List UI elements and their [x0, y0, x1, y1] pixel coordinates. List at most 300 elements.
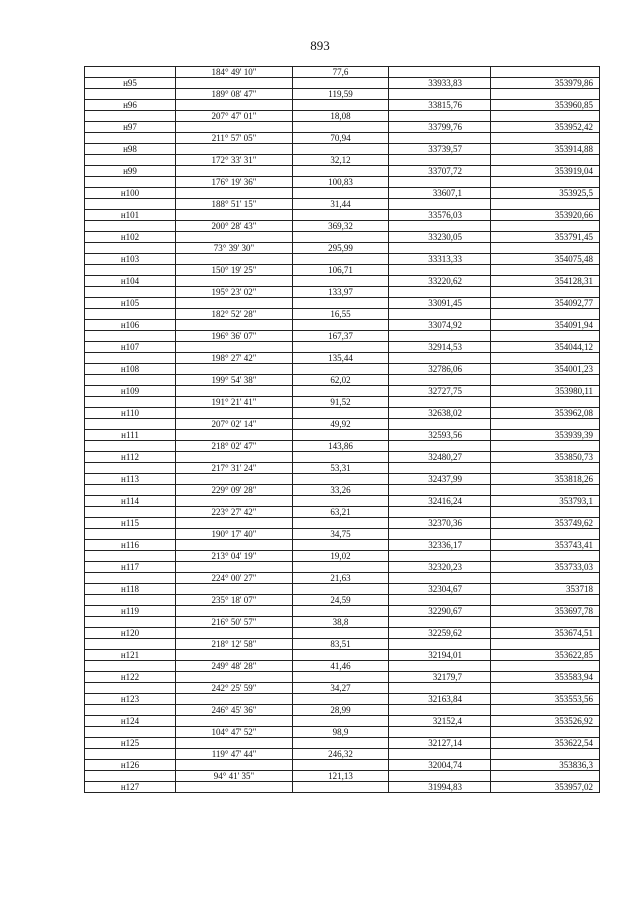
segment-length-cell: 49,92 — [293, 419, 389, 430]
x-coordinate-cell — [389, 749, 491, 760]
segment-row — [85, 485, 600, 496]
y-coordinate-cell: 353939,39 — [491, 430, 600, 441]
y-coordinate-cell: 353674,51 — [491, 628, 600, 639]
point-name-cell: н101 — [85, 210, 176, 221]
y-coordinate-cell: 354092,77 — [491, 298, 600, 309]
y-coordinate-cell — [491, 397, 600, 408]
y-coordinate-cell: 353743,41 — [491, 540, 600, 551]
x-coordinate-cell — [389, 595, 491, 606]
direction-angle-cell: 213° 04' 19" — [176, 551, 293, 562]
direction-angle-cell: 195° 23' 02" — [176, 287, 293, 298]
point-row — [85, 188, 600, 199]
direction-angle-cell: 207° 02' 14" — [176, 419, 293, 430]
segment-length-cell — [293, 122, 389, 133]
direction-angle-cell: 191° 21' 41" — [176, 397, 293, 408]
point-name-cell: н102 — [85, 232, 176, 243]
boundary-coordinates-table — [84, 66, 600, 793]
x-coordinate-cell — [389, 617, 491, 628]
segment-row — [85, 243, 600, 254]
segment-length-cell: 77,6 — [293, 67, 389, 78]
x-coordinate-cell — [389, 705, 491, 716]
x-coordinate-cell: 32179,7 — [389, 672, 491, 683]
x-coordinate-cell — [389, 243, 491, 254]
x-coordinate-cell — [389, 639, 491, 650]
point-name-cell: н123 — [85, 694, 176, 705]
x-coordinate-cell: 32727,75 — [389, 386, 491, 397]
y-coordinate-cell: 354091,94 — [491, 320, 600, 331]
x-coordinate-cell — [389, 485, 491, 496]
segment-row — [85, 133, 600, 144]
y-coordinate-cell — [491, 221, 600, 232]
point-row — [85, 716, 600, 727]
y-coordinate-cell: 353553,56 — [491, 694, 600, 705]
direction-angle-cell — [176, 650, 293, 661]
point-name-cell: н126 — [85, 760, 176, 771]
point-name-cell — [85, 771, 176, 782]
segment-length-cell: 121,13 — [293, 771, 389, 782]
direction-angle-cell — [176, 342, 293, 353]
x-coordinate-cell — [389, 67, 491, 78]
point-row — [85, 694, 600, 705]
direction-angle-cell: 242° 25' 59" — [176, 683, 293, 694]
segment-length-cell — [293, 738, 389, 749]
segment-length-cell — [293, 100, 389, 111]
y-coordinate-cell: 353979,86 — [491, 78, 600, 89]
direction-angle-cell: 249° 48' 28" — [176, 661, 293, 672]
point-row — [85, 496, 600, 507]
segment-row — [85, 529, 600, 540]
point-name-cell: н108 — [85, 364, 176, 375]
segment-row — [85, 397, 600, 408]
point-name-cell: н107 — [85, 342, 176, 353]
x-coordinate-cell: 33933,83 — [389, 78, 491, 89]
direction-angle-cell — [176, 760, 293, 771]
x-coordinate-cell: 32786,06 — [389, 364, 491, 375]
segment-length-cell — [293, 144, 389, 155]
point-name-cell: н119 — [85, 606, 176, 617]
x-coordinate-cell: 32320,23 — [389, 562, 491, 573]
point-name-cell: н103 — [85, 254, 176, 265]
y-coordinate-cell: 353718 — [491, 584, 600, 595]
direction-angle-cell: 246° 45' 36" — [176, 705, 293, 716]
direction-angle-cell: 211° 57' 05" — [176, 133, 293, 144]
segment-length-cell: 16,55 — [293, 309, 389, 320]
segment-row — [85, 67, 600, 78]
segment-length-cell — [293, 78, 389, 89]
point-name-cell: н122 — [85, 672, 176, 683]
y-coordinate-cell: 353583,94 — [491, 672, 600, 683]
y-coordinate-cell — [491, 661, 600, 672]
y-coordinate-cell: 354075,48 — [491, 254, 600, 265]
segment-length-cell — [293, 606, 389, 617]
direction-angle-cell — [176, 496, 293, 507]
segment-length-cell — [293, 166, 389, 177]
x-coordinate-cell: 33313,33 — [389, 254, 491, 265]
x-coordinate-cell — [389, 771, 491, 782]
direction-angle-cell — [176, 452, 293, 463]
x-coordinate-cell: 33607,1 — [389, 188, 491, 199]
point-name-cell: н109 — [85, 386, 176, 397]
segment-length-cell: 119,59 — [293, 89, 389, 100]
point-row — [85, 298, 600, 309]
point-name-cell — [85, 573, 176, 584]
y-coordinate-cell — [491, 573, 600, 584]
x-coordinate-cell — [389, 177, 491, 188]
y-coordinate-cell: 353962,08 — [491, 408, 600, 419]
point-name-cell — [85, 133, 176, 144]
x-coordinate-cell: 33739,57 — [389, 144, 491, 155]
y-coordinate-cell — [491, 177, 600, 188]
direction-angle-cell — [176, 606, 293, 617]
direction-angle-cell: 176° 19' 36" — [176, 177, 293, 188]
y-coordinate-cell: 354001,23 — [491, 364, 600, 375]
x-coordinate-cell — [389, 573, 491, 584]
segment-length-cell: 63,21 — [293, 507, 389, 518]
y-coordinate-cell: 353622,54 — [491, 738, 600, 749]
segment-length-cell: 33,26 — [293, 485, 389, 496]
y-coordinate-cell — [491, 199, 600, 210]
point-name-cell: н117 — [85, 562, 176, 573]
point-row — [85, 650, 600, 661]
y-coordinate-cell — [491, 639, 600, 650]
direction-angle-cell: 229° 09' 28" — [176, 485, 293, 496]
segment-row — [85, 375, 600, 386]
x-coordinate-cell: 33220,62 — [389, 276, 491, 287]
point-row — [85, 540, 600, 551]
point-row — [85, 276, 600, 287]
point-row — [85, 782, 600, 793]
y-coordinate-cell: 353836,3 — [491, 760, 600, 771]
x-coordinate-cell — [389, 397, 491, 408]
x-coordinate-cell: 32437,99 — [389, 474, 491, 485]
point-row — [85, 474, 600, 485]
point-name-cell: н97 — [85, 122, 176, 133]
x-coordinate-cell: 32638,02 — [389, 408, 491, 419]
point-name-cell: н111 — [85, 430, 176, 441]
x-coordinate-cell — [389, 199, 491, 210]
x-coordinate-cell — [389, 133, 491, 144]
segment-length-cell — [293, 210, 389, 221]
direction-angle-cell — [176, 518, 293, 529]
x-coordinate-cell — [389, 353, 491, 364]
direction-angle-cell — [176, 276, 293, 287]
x-coordinate-cell: 32480,27 — [389, 452, 491, 463]
direction-angle-cell: 73° 39' 30" — [176, 243, 293, 254]
point-row — [85, 320, 600, 331]
point-row — [85, 584, 600, 595]
segment-row — [85, 309, 600, 320]
y-coordinate-cell: 353850,73 — [491, 452, 600, 463]
direction-angle-cell: 200° 28' 43" — [176, 221, 293, 232]
direction-angle-cell — [176, 430, 293, 441]
x-coordinate-cell — [389, 507, 491, 518]
segment-length-cell: 34,75 — [293, 529, 389, 540]
segment-length-cell: 135,44 — [293, 353, 389, 364]
direction-angle-cell: 104° 47' 52" — [176, 727, 293, 738]
segment-length-cell: 70,94 — [293, 133, 389, 144]
point-name-cell: н98 — [85, 144, 176, 155]
y-coordinate-cell: 353697,78 — [491, 606, 600, 617]
y-coordinate-cell — [491, 133, 600, 144]
direction-angle-cell — [176, 672, 293, 683]
segment-length-cell: 246,32 — [293, 749, 389, 760]
x-coordinate-cell: 31994,83 — [389, 782, 491, 793]
y-coordinate-cell — [491, 89, 600, 100]
point-name-cell: н125 — [85, 738, 176, 749]
segment-length-cell: 34,27 — [293, 683, 389, 694]
segment-length-cell — [293, 232, 389, 243]
point-row — [85, 342, 600, 353]
direction-angle-cell — [176, 320, 293, 331]
direction-angle-cell — [176, 232, 293, 243]
point-row — [85, 232, 600, 243]
direction-angle-cell — [176, 584, 293, 595]
point-name-cell: н115 — [85, 518, 176, 529]
y-coordinate-cell — [491, 771, 600, 782]
segment-length-cell — [293, 628, 389, 639]
point-row — [85, 78, 600, 89]
x-coordinate-cell: 32127,14 — [389, 738, 491, 749]
direction-angle-cell — [176, 100, 293, 111]
segment-length-cell — [293, 276, 389, 287]
x-coordinate-cell — [389, 89, 491, 100]
x-coordinate-cell: 33799,76 — [389, 122, 491, 133]
point-name-cell: н104 — [85, 276, 176, 287]
point-row — [85, 364, 600, 375]
y-coordinate-cell — [491, 705, 600, 716]
y-coordinate-cell: 353733,03 — [491, 562, 600, 573]
segment-length-cell — [293, 298, 389, 309]
segment-length-cell: 38,8 — [293, 617, 389, 628]
segment-length-cell: 100,83 — [293, 177, 389, 188]
point-name-cell — [85, 331, 176, 342]
direction-angle-cell — [176, 122, 293, 133]
x-coordinate-cell: 33707,72 — [389, 166, 491, 177]
point-name-cell — [85, 661, 176, 672]
direction-angle-cell — [176, 738, 293, 749]
segment-length-cell: 143,86 — [293, 441, 389, 452]
segment-length-cell — [293, 760, 389, 771]
y-coordinate-cell — [491, 419, 600, 430]
segment-row — [85, 771, 600, 782]
x-coordinate-cell: 33230,05 — [389, 232, 491, 243]
segment-length-cell — [293, 694, 389, 705]
segment-length-cell: 32,12 — [293, 155, 389, 166]
segment-row — [85, 89, 600, 100]
segment-length-cell — [293, 672, 389, 683]
direction-angle-cell: 182° 52' 28" — [176, 309, 293, 320]
direction-angle-cell: 216° 50' 57" — [176, 617, 293, 628]
segment-length-cell — [293, 254, 389, 265]
segment-length-cell: 41,46 — [293, 661, 389, 672]
point-name-cell — [85, 243, 176, 254]
point-name-cell — [85, 727, 176, 738]
point-row — [85, 606, 600, 617]
point-row — [85, 166, 600, 177]
point-row — [85, 628, 600, 639]
x-coordinate-cell — [389, 111, 491, 122]
point-name-cell: н114 — [85, 496, 176, 507]
segment-row — [85, 221, 600, 232]
point-name-cell — [85, 221, 176, 232]
direction-angle-cell — [176, 298, 293, 309]
point-row — [85, 122, 600, 133]
y-coordinate-cell — [491, 309, 600, 320]
direction-angle-cell — [176, 694, 293, 705]
y-coordinate-cell — [491, 331, 600, 342]
segment-row — [85, 573, 600, 584]
segment-length-cell — [293, 716, 389, 727]
direction-angle-cell: 119° 47' 44" — [176, 749, 293, 760]
segment-length-cell: 18,08 — [293, 111, 389, 122]
segment-row — [85, 265, 600, 276]
point-row — [85, 738, 600, 749]
point-name-cell — [85, 111, 176, 122]
y-coordinate-cell: 353925,5 — [491, 188, 600, 199]
point-row — [85, 430, 600, 441]
segment-row — [85, 155, 600, 166]
segment-length-cell — [293, 584, 389, 595]
point-name-cell — [85, 155, 176, 166]
direction-angle-cell — [176, 386, 293, 397]
table-body — [85, 67, 600, 793]
direction-angle-cell — [176, 144, 293, 155]
y-coordinate-cell: 353818,26 — [491, 474, 600, 485]
direction-angle-cell — [176, 716, 293, 727]
y-coordinate-cell: 353793,1 — [491, 496, 600, 507]
direction-angle-cell — [176, 562, 293, 573]
point-name-cell — [85, 199, 176, 210]
direction-angle-cell — [176, 210, 293, 221]
segment-row — [85, 595, 600, 606]
point-name-cell — [85, 265, 176, 276]
segment-length-cell: 31,44 — [293, 199, 389, 210]
y-coordinate-cell: 354044,12 — [491, 342, 600, 353]
segment-row — [85, 749, 600, 760]
direction-angle-cell: 223° 27' 42" — [176, 507, 293, 518]
point-name-cell — [85, 177, 176, 188]
point-name-cell: н105 — [85, 298, 176, 309]
segment-row — [85, 441, 600, 452]
point-name-cell: н118 — [85, 584, 176, 595]
segment-row — [85, 507, 600, 518]
point-name-cell — [85, 507, 176, 518]
y-coordinate-cell — [491, 551, 600, 562]
point-name-cell — [85, 617, 176, 628]
point-row — [85, 254, 600, 265]
segment-length-cell — [293, 188, 389, 199]
segment-length-cell: 91,52 — [293, 397, 389, 408]
direction-angle-cell — [176, 188, 293, 199]
direction-angle-cell: 189° 08' 47" — [176, 89, 293, 100]
y-coordinate-cell: 353526,92 — [491, 716, 600, 727]
point-name-cell — [85, 287, 176, 298]
segment-length-cell — [293, 540, 389, 551]
segment-length-cell — [293, 452, 389, 463]
point-name-cell: н95 — [85, 78, 176, 89]
y-coordinate-cell — [491, 595, 600, 606]
point-name-cell — [85, 683, 176, 694]
segment-row — [85, 463, 600, 474]
x-coordinate-cell — [389, 419, 491, 430]
direction-angle-cell: 198° 27' 42" — [176, 353, 293, 364]
segment-row — [85, 287, 600, 298]
point-name-cell — [85, 353, 176, 364]
point-row — [85, 672, 600, 683]
y-coordinate-cell — [491, 529, 600, 540]
segment-row — [85, 331, 600, 342]
point-name-cell: н110 — [85, 408, 176, 419]
segment-length-cell: 83,51 — [293, 639, 389, 650]
point-name-cell — [85, 419, 176, 430]
direction-angle-cell: 217° 31' 24" — [176, 463, 293, 474]
y-coordinate-cell — [491, 749, 600, 760]
point-name-cell: н99 — [85, 166, 176, 177]
segment-length-cell — [293, 430, 389, 441]
x-coordinate-cell: 33815,76 — [389, 100, 491, 111]
x-coordinate-cell: 33091,45 — [389, 298, 491, 309]
y-coordinate-cell — [491, 155, 600, 166]
point-name-cell: н106 — [85, 320, 176, 331]
segment-row — [85, 111, 600, 122]
segment-length-cell — [293, 408, 389, 419]
segment-length-cell — [293, 342, 389, 353]
y-coordinate-cell — [491, 507, 600, 518]
segment-row — [85, 683, 600, 694]
y-coordinate-cell: 353952,42 — [491, 122, 600, 133]
x-coordinate-cell — [389, 661, 491, 672]
x-coordinate-cell — [389, 441, 491, 452]
y-coordinate-cell — [491, 287, 600, 298]
point-row — [85, 452, 600, 463]
segment-length-cell: 28,99 — [293, 705, 389, 716]
direction-angle-cell: 218° 12' 58" — [176, 639, 293, 650]
y-coordinate-cell — [491, 441, 600, 452]
point-name-cell — [85, 551, 176, 562]
segment-length-cell — [293, 782, 389, 793]
segment-length-cell — [293, 364, 389, 375]
y-coordinate-cell — [491, 727, 600, 738]
direction-angle-cell: 196° 36' 07" — [176, 331, 293, 342]
x-coordinate-cell: 32259,62 — [389, 628, 491, 639]
x-coordinate-cell — [389, 287, 491, 298]
x-coordinate-cell — [389, 529, 491, 540]
y-coordinate-cell: 353980,11 — [491, 386, 600, 397]
point-row — [85, 100, 600, 111]
point-name-cell: н116 — [85, 540, 176, 551]
y-coordinate-cell: 353919,04 — [491, 166, 600, 177]
x-coordinate-cell — [389, 265, 491, 276]
x-coordinate-cell: 32336,17 — [389, 540, 491, 551]
y-coordinate-cell — [491, 353, 600, 364]
segment-row — [85, 199, 600, 210]
direction-angle-cell — [176, 364, 293, 375]
x-coordinate-cell — [389, 683, 491, 694]
point-name-cell — [85, 639, 176, 650]
point-name-cell — [85, 89, 176, 100]
segment-row — [85, 177, 600, 188]
x-coordinate-cell: 32416,24 — [389, 496, 491, 507]
point-name-cell: н96 — [85, 100, 176, 111]
direction-angle-cell: 224° 00' 27" — [176, 573, 293, 584]
point-name-cell — [85, 441, 176, 452]
direction-angle-cell — [176, 540, 293, 551]
direction-angle-cell: 207° 47' 01" — [176, 111, 293, 122]
segment-row — [85, 617, 600, 628]
point-name-cell: н113 — [85, 474, 176, 485]
point-name-cell: н100 — [85, 188, 176, 199]
segment-length-cell: 53,31 — [293, 463, 389, 474]
